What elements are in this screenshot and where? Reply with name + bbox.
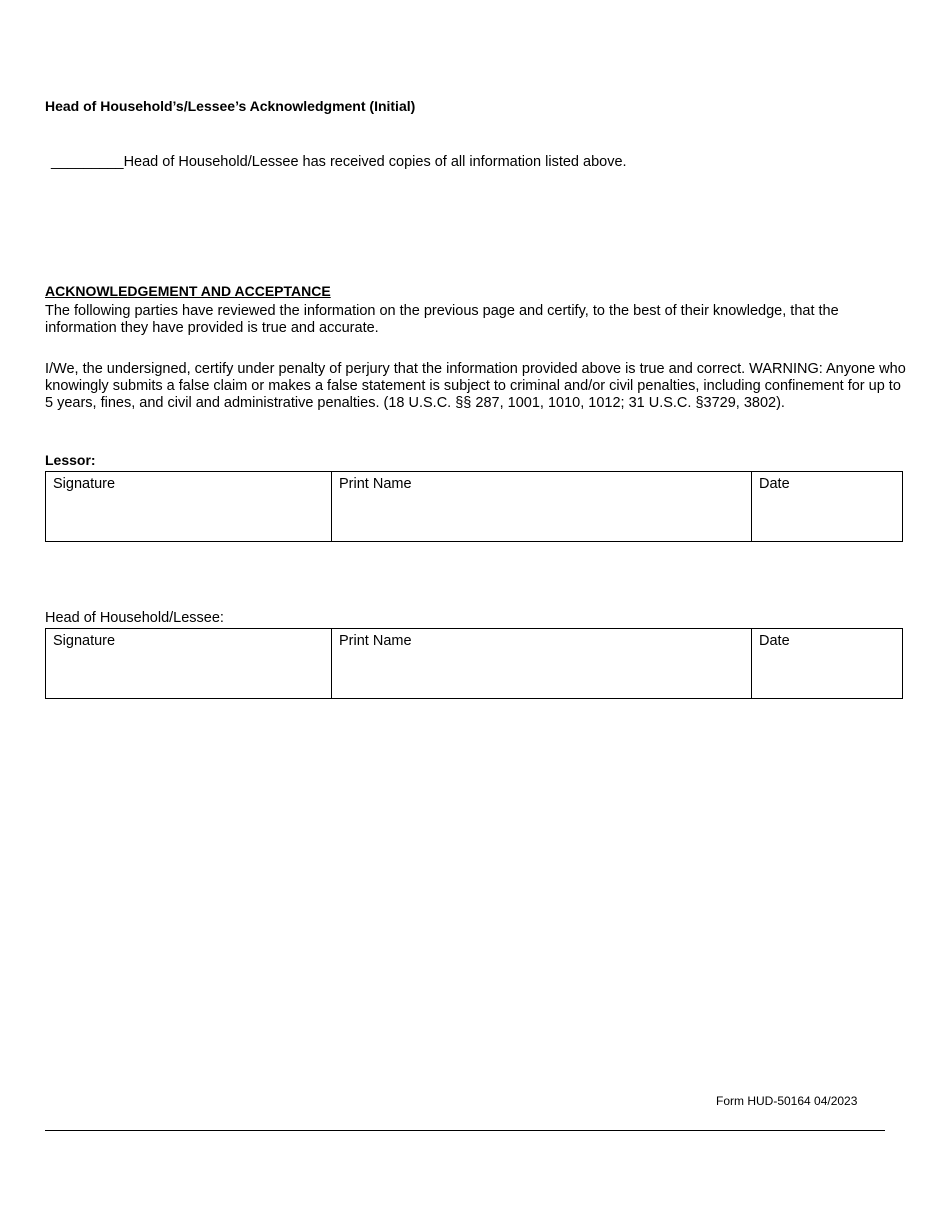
hoh-date-label: Date [759, 633, 790, 649]
hoh-signature-field[interactable] [46, 629, 332, 699]
hoh-print-name-label: Print Name [339, 633, 412, 649]
acceptance-paragraph-1: The following parties have reviewed the information on the previous page and certify, to the best of their knowledge, that the information they have provided is true and accurate. [45, 303, 839, 336]
table-row [46, 472, 903, 542]
lessor-signature-field[interactable] [46, 472, 332, 542]
footer-divider [45, 1130, 885, 1131]
hoh-signature-label: Signature [53, 633, 116, 649]
acceptance-paragraph-2: I/We, the undersigned, certify under penalty of perjury that the information provided above is true and correct. WARNING: Anyone who knowingly submits a false claim or makes a false statement is subject to criminal and/or civil penalties, including confinement for up to 5 years, fines, and civil and administrative penalties. (18 U.S.C. §§ 287, 1001, 1010, 1012; 31 U.S.C. §3729, 3802). [45, 361, 906, 411]
initial-ack-line [51, 154, 627, 170]
lessor-date-field[interactable] [752, 472, 903, 542]
lessor-label: Lessor: [45, 452, 96, 468]
form-id: Form HUD-50164 04/2023 [716, 1094, 858, 1108]
hoh-date-field[interactable] [752, 629, 903, 699]
initial-ack-heading: Head of Household’s/Lessee’s Acknowledgment (Initial) [45, 98, 416, 114]
lessor-signature-label: Signature [53, 476, 116, 492]
lessor-print-name-label: Print Name [339, 476, 412, 492]
initial-blank[interactable]: _________ [51, 154, 124, 170]
table-row [46, 629, 903, 699]
hoh-print-name-field[interactable] [332, 629, 752, 699]
head-of-household-label: Head of Household/Lessee: [45, 610, 224, 626]
lessor-print-name-field[interactable] [332, 472, 752, 542]
head-of-household-signature-table [45, 628, 903, 699]
acceptance-title: ACKNOWLEDGEMENT AND ACCEPTANCE [45, 283, 331, 299]
lessor-date-label: Date [759, 476, 790, 492]
initial-ack-statement: Head of Household/Lessee has received copies of all information listed above. [123, 154, 627, 170]
lessor-signature-table [45, 471, 903, 542]
